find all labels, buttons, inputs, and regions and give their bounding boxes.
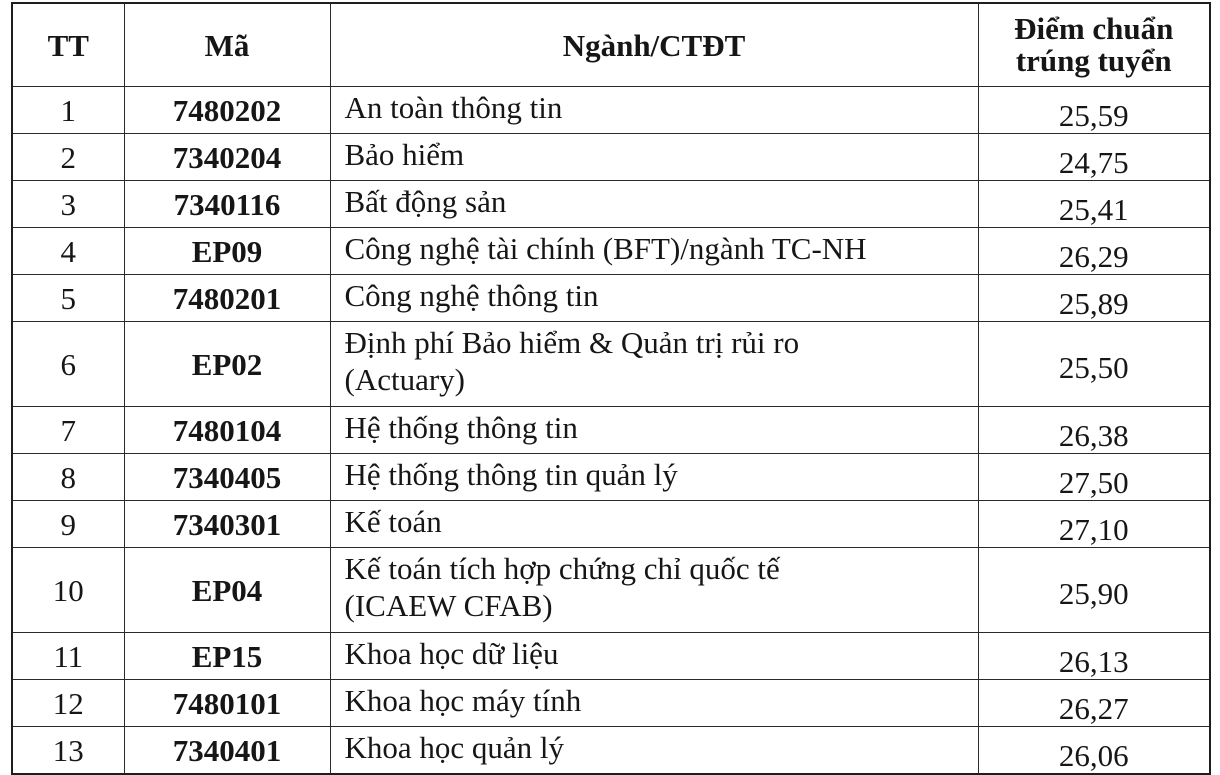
cutoff-score: 26,13 xyxy=(978,633,1210,680)
cutoff-score: 25,59 xyxy=(978,87,1210,134)
program-name xyxy=(330,228,978,275)
program-name xyxy=(330,87,978,134)
table-row xyxy=(12,407,1210,454)
row-number: 13 xyxy=(12,727,124,775)
program-name xyxy=(330,275,978,322)
cutoff-score: 27,50 xyxy=(978,454,1210,501)
table-row xyxy=(12,275,1210,322)
cutoff-score: 25,50 xyxy=(978,322,1210,407)
cutoff-score: 25,41 xyxy=(978,181,1210,228)
row-number: 12 xyxy=(12,680,124,727)
program-code: 7480101 xyxy=(124,680,330,727)
program-name-line1: Kế toán xyxy=(344,504,442,539)
row-number: 6 xyxy=(12,322,124,407)
table-row xyxy=(12,501,1210,548)
cutoff-score: 26,29 xyxy=(978,228,1210,275)
program-name xyxy=(330,633,978,680)
program-code: 7340401 xyxy=(124,727,330,775)
program-name-line1: Công nghệ thông tin xyxy=(344,278,599,313)
cutoff-score: 26,38 xyxy=(978,407,1210,454)
header-cutoff-score-line2: trúng tuyển xyxy=(1015,43,1172,78)
program-code: 7480104 xyxy=(124,407,330,454)
program-name-line1: Khoa học quản lý xyxy=(344,730,565,765)
program-code: 7340204 xyxy=(124,134,330,181)
program-name-line1: An toàn thông tin xyxy=(344,90,563,125)
row-number: 10 xyxy=(12,548,124,633)
table-body xyxy=(12,87,1210,775)
program-name xyxy=(330,501,978,548)
program-name xyxy=(330,134,978,181)
program-name-line1: Công nghệ tài chính (BFT)/ngành TC-NH xyxy=(344,231,867,266)
header-cutoff-score xyxy=(978,3,1210,87)
cutoff-score: 27,10 xyxy=(978,501,1210,548)
row-number: 3 xyxy=(12,181,124,228)
row-number: 1 xyxy=(12,87,124,134)
header-program: Ngành/CTĐT xyxy=(330,3,978,87)
program-name xyxy=(330,181,978,228)
header-cutoff-score-line1: Điểm chuẩn xyxy=(1014,11,1174,46)
program-name-line1: Định phí Bảo hiểm & Quản trị rủi ro xyxy=(344,325,800,360)
table-row xyxy=(12,548,1210,633)
program-name-line2: (ICAEW CFAB) xyxy=(344,588,553,623)
cutoff-score: 26,06 xyxy=(978,727,1210,775)
table-row xyxy=(12,680,1210,727)
table-row xyxy=(12,454,1210,501)
program-name-line1: Hệ thống thông tin quản lý xyxy=(344,457,678,492)
row-number: 9 xyxy=(12,501,124,548)
program-code: EP15 xyxy=(124,633,330,680)
program-code: EP02 xyxy=(124,322,330,407)
cutoff-score: 25,90 xyxy=(978,548,1210,633)
program-name xyxy=(330,680,978,727)
program-name-line1: Hệ thống thông tin xyxy=(344,410,578,445)
row-number: 4 xyxy=(12,228,124,275)
program-name xyxy=(330,407,978,454)
row-number: 2 xyxy=(12,134,124,181)
cutoff-score: 25,89 xyxy=(978,275,1210,322)
table-header-row xyxy=(12,3,1210,87)
program-name-line1: Bảo hiểm xyxy=(344,137,465,172)
cutoff-score: 24,75 xyxy=(978,134,1210,181)
row-number: 8 xyxy=(12,454,124,501)
table-row xyxy=(12,727,1210,775)
cutoff-score: 26,27 xyxy=(978,680,1210,727)
table-row xyxy=(12,134,1210,181)
row-number: 7 xyxy=(12,407,124,454)
program-name-line1: Kế toán tích hợp chứng chỉ quốc tế xyxy=(344,551,780,586)
table-row xyxy=(12,633,1210,680)
header-tt: TT xyxy=(12,3,124,87)
program-code: 7480202 xyxy=(124,87,330,134)
program-code: 7340116 xyxy=(124,181,330,228)
row-number: 5 xyxy=(12,275,124,322)
program-name-line1: Khoa học máy tính xyxy=(344,683,582,718)
program-name xyxy=(330,322,978,407)
table-row xyxy=(12,322,1210,407)
program-name xyxy=(330,727,978,775)
table-row xyxy=(12,181,1210,228)
program-code: 7340405 xyxy=(124,454,330,501)
row-number: 11 xyxy=(12,633,124,680)
program-code: 7480201 xyxy=(124,275,330,322)
program-name xyxy=(330,548,978,633)
program-code: EP09 xyxy=(124,228,330,275)
program-code: EP04 xyxy=(124,548,330,633)
program-name-line2: (Actuary) xyxy=(344,362,465,397)
program-code: 7340301 xyxy=(124,501,330,548)
program-name-line1: Bất động sản xyxy=(344,184,507,219)
table-row xyxy=(12,87,1210,134)
admission-score-table xyxy=(11,2,1211,775)
table-row xyxy=(12,228,1210,275)
program-name-line1: Khoa học dữ liệu xyxy=(344,636,559,671)
program-name xyxy=(330,454,978,501)
header-code: Mã xyxy=(124,3,330,87)
